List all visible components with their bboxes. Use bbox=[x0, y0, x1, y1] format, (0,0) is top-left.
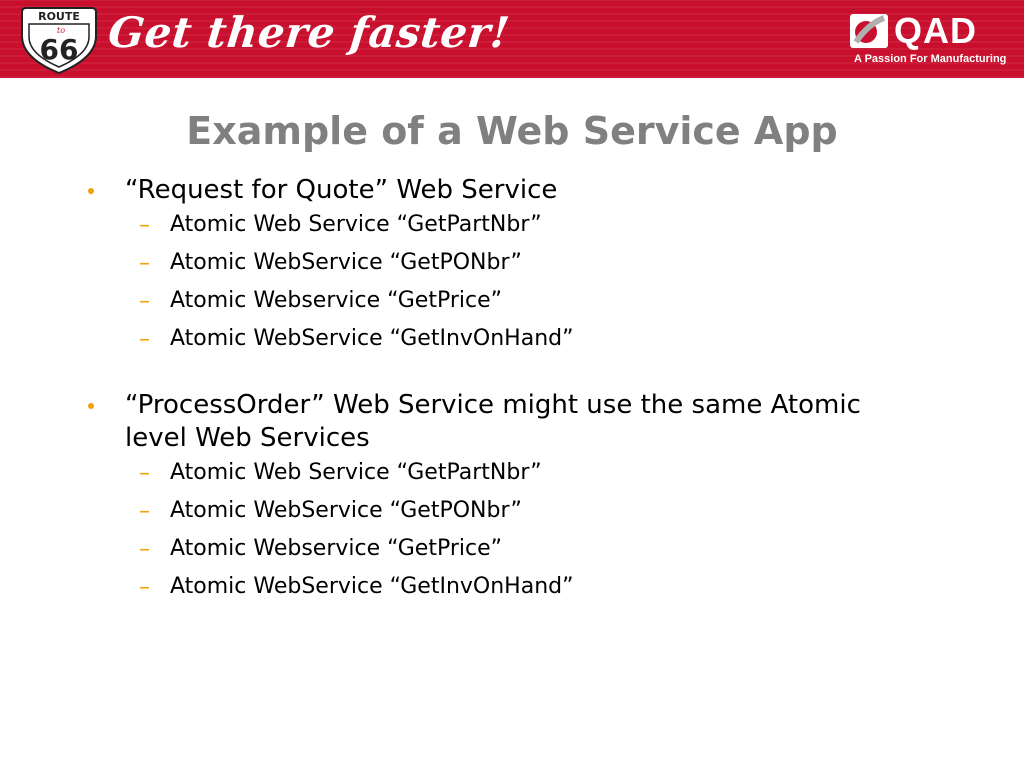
dash-icon: – bbox=[139, 213, 150, 238]
dash-icon: – bbox=[139, 289, 150, 314]
sub-bullet-item bbox=[125, 210, 905, 245]
sub-bullet-text: Atomic Webservice “GetPrice” bbox=[170, 288, 503, 313]
sub-bullet-item bbox=[125, 248, 905, 283]
sub-bullet-text: Atomic WebService “GetPONbr” bbox=[170, 250, 522, 275]
brand-name: QAD bbox=[894, 10, 977, 51]
sub-bullet-text: Atomic Web Service “GetPartNbr” bbox=[170, 212, 542, 237]
header-banner bbox=[0, 0, 1024, 78]
sub-bullet-item bbox=[125, 286, 905, 321]
dash-icon: – bbox=[139, 537, 150, 562]
logo-to-text: to bbox=[56, 26, 66, 35]
slide-title: Example of a Web Service App bbox=[186, 109, 838, 153]
dash-icon: – bbox=[139, 575, 150, 600]
bullet-text: “Request for Quote” Web Service bbox=[125, 175, 558, 205]
sub-bullet-text: Atomic WebService “GetPONbr” bbox=[170, 498, 522, 523]
sub-bullet-item bbox=[125, 572, 905, 607]
bullet-text: “ProcessOrder” Web Service might use the same Atomic level Web Services bbox=[125, 390, 861, 453]
sub-bullet-text: Atomic WebService “GetInvOnHand” bbox=[170, 326, 574, 351]
bullet-item bbox=[0, 174, 905, 359]
brand-tagline: A Passion For Manufacturing bbox=[854, 53, 1007, 65]
sub-bullet-item bbox=[125, 458, 905, 493]
slide-content bbox=[0, 174, 1024, 637]
qad-swirl-icon bbox=[850, 14, 888, 48]
bullet-item bbox=[0, 389, 905, 607]
route-66-shield-logo bbox=[18, 2, 100, 76]
logo-route-text: ROUTE bbox=[38, 10, 80, 23]
sub-bullet-text: Atomic Web Service “GetPartNbr” bbox=[170, 460, 542, 485]
sub-bullet-text: Atomic WebService “GetInvOnHand” bbox=[170, 574, 574, 599]
dash-icon: – bbox=[139, 461, 150, 486]
bullet-dot-icon bbox=[88, 403, 94, 409]
dash-icon: – bbox=[139, 499, 150, 524]
logo-number-text: 66 bbox=[39, 33, 79, 66]
dash-icon: – bbox=[139, 251, 150, 276]
sub-bullet-item bbox=[125, 324, 905, 359]
sub-bullet-text: Atomic Webservice “GetPrice” bbox=[170, 536, 503, 561]
bullet-dot-icon bbox=[88, 188, 94, 194]
dash-icon: – bbox=[139, 327, 150, 352]
sub-bullet-item bbox=[125, 496, 905, 531]
tagline: Get there faster! bbox=[106, 8, 513, 57]
sub-bullet-item bbox=[125, 534, 905, 569]
qad-logo bbox=[846, 10, 1006, 70]
